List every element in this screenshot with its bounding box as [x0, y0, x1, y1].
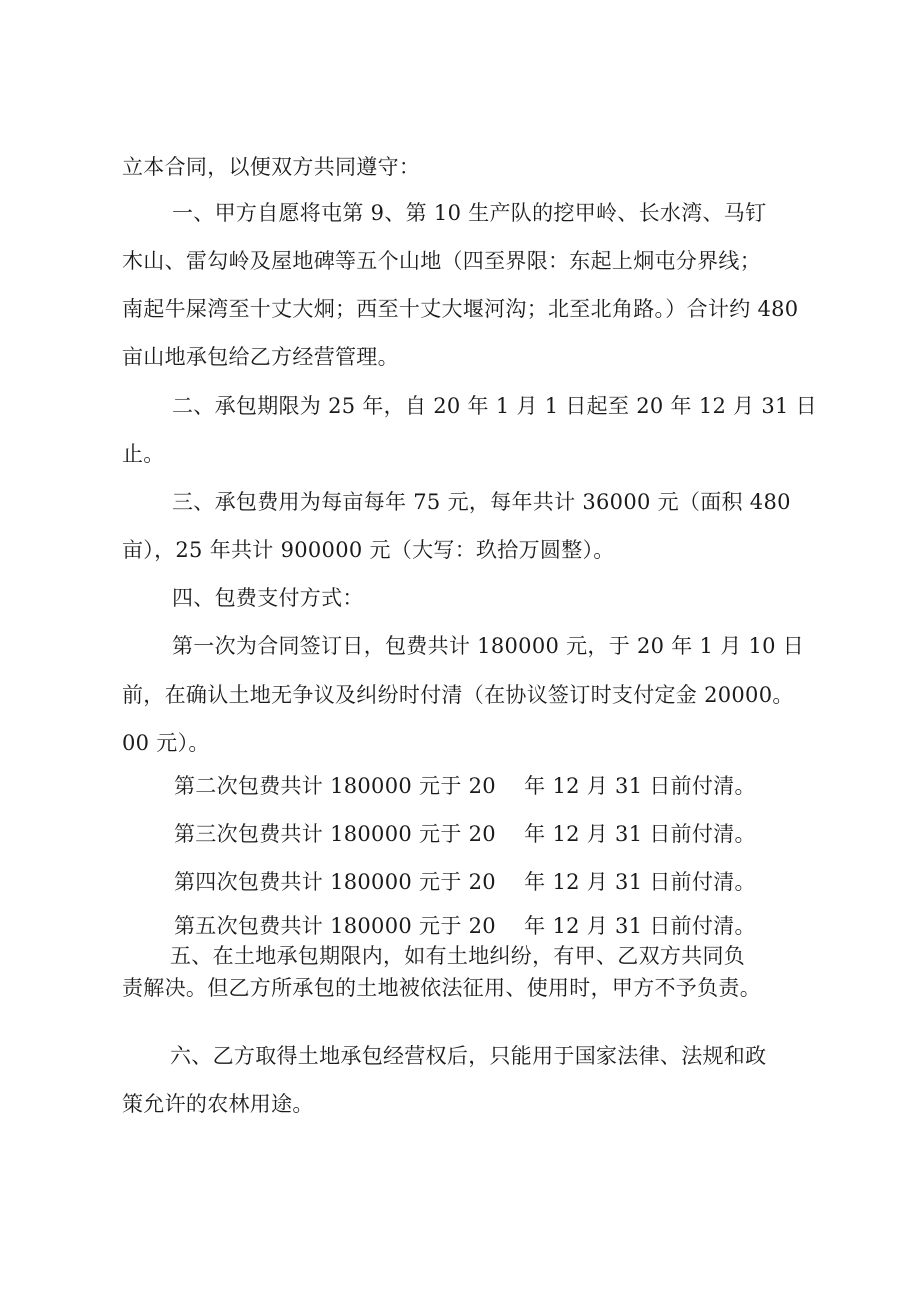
text-line-payment-1-a: 第一次为合同签订日，包费共计 180000 元，于 20 年 1 月 10 日	[172, 634, 805, 658]
text-line-payment-1-c: 00 元）。	[122, 731, 210, 755]
text-line-clause-5-b: 责解决。但乙方所承包的土地被依法征用、使用时，甲方不予负责。	[122, 976, 761, 1000]
text-line-clause-6-b: 策允许的农林用途。	[122, 1092, 314, 1116]
text-line-clause-3-b: 亩），25 年共计 900000 元（大写：玖拾万圆整）。	[122, 538, 615, 562]
text-line-clause-3-a: 三、承包费用为每亩每年 75 元，每年共计 36000 元（面积 480	[172, 490, 791, 514]
text-line-intro: 立本合同，以便双方共同遵守：	[122, 155, 421, 179]
text-line-payment-1-b: 前，在确认土地无争议及纠纷时付清（在协议签订时支付定金 20000。	[122, 683, 794, 707]
text-line-clause-5-a: 五、在土地承包期限内，如有土地纠纷，有甲、乙双方共同负	[170, 944, 746, 968]
text-line-payment-3: 第三次包费共计 180000 元于 20 年 12 月 31 日前付清。	[174, 822, 756, 846]
text-line-clause-2-b: 止。	[122, 442, 165, 466]
text-line-clause-1-c: 南起牛屎湾至十丈大炯；西至十丈大堰河沟；北至北角路。）合计约 480	[122, 297, 799, 321]
text-line-clause-6-a: 六、乙方取得土地承包经营权后，只能用于国家法律、法规和政	[170, 1044, 767, 1068]
text-line-clause-1-b: 木山、雷勾岭及屋地碑等五个山地（四至界限：东起上炯屯分界线；	[122, 249, 761, 273]
text-line-payment-4: 第四次包费共计 180000 元于 20 年 12 月 31 日前付清。	[174, 870, 756, 894]
text-line-clause-1-d: 亩山地承包给乙方经营管理。	[122, 345, 399, 369]
text-line-clause-2-a: 二、承包期限为 25 年，自 20 年 1 月 1 日起至 20 年 12 月 31 日	[172, 394, 817, 418]
text-line-payment-2: 第二次包费共计 180000 元于 20 年 12 月 31 日前付清。	[174, 774, 756, 798]
text-line-payment-5: 第五次包费共计 180000 元于 20 年 12 月 31 日前付清。	[174, 914, 756, 938]
text-line-clause-1-a: 一、甲方自愿将屯第 9、第 10 生产队的挖甲岭、长水湾、马钉	[172, 201, 767, 225]
text-line-clause-4-title: 四、包费支付方式：	[172, 586, 364, 610]
